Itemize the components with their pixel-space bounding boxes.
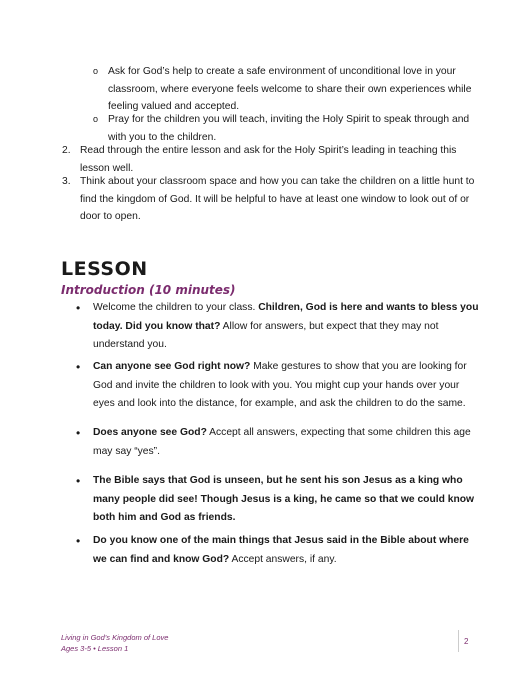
footer	[61, 633, 168, 654]
bullet-bold-text: Does anyone see God?	[93, 427, 207, 438]
bullet-bold-text: Do you know one of the main things that Jesus said in the Bible about where we can find and know God?	[93, 535, 469, 565]
section-heading: Introduction (10 minutes)	[61, 283, 236, 297]
lesson-bullet	[76, 299, 483, 355]
circle-bullet-icon: o	[93, 114, 99, 124]
prep-subitem-text: Pray for the children you will teach, inviting the Holy Spirit to speak through and with you to the children.	[108, 114, 470, 143]
bullet-icon: •	[76, 534, 81, 548]
lesson-bullet	[76, 532, 483, 569]
prep-item-text: Think about your classroom space and how you can take the children on a little hunt to find the kingdom of God. It will be helpful to have at least one window to look out of or door to open.	[80, 176, 475, 222]
bullet-icon: •	[76, 360, 81, 374]
prep-numbered-item	[62, 142, 480, 177]
footer-subtitle: Ages 3-5 • Lesson 1	[61, 643, 129, 653]
footer-divider	[458, 630, 459, 652]
lesson-heading: LESSON	[61, 258, 148, 280]
prep-subitem	[93, 111, 488, 146]
prep-subitem-text: Ask for God’s help to create a safe environment of unconditional love in your classroom, where everyone feels welcome to share their own experiences while feeling valued and accepted.	[108, 66, 472, 112]
bullet-normal-text: Accept all answers, expecting that some children this age may say “yes”.	[93, 427, 471, 457]
prep-subitem	[93, 63, 488, 116]
bullet-icon: •	[76, 301, 81, 315]
bullet-bold-text: The Bible says that God is unseen, but he sent his son Jesus as a king who many people did see! Though Jesus is a king, he came so that we could know both him and God as friends.	[93, 475, 475, 523]
bullet-icon: •	[76, 474, 81, 488]
page-number: 2	[464, 637, 469, 646]
footer-title: Living in God’s Kingdom of Love	[61, 633, 169, 642]
circle-bullet-icon: o	[93, 66, 99, 76]
lesson-bullet	[76, 358, 483, 414]
prep-item-text: Read through the entire lesson and ask for the Holy Spirit’s leading in teaching this lesson well.	[80, 145, 457, 174]
bullet-normal-text: Welcome the children to your class.	[93, 302, 259, 313]
bullet-normal-text: Accept answers, if any.	[229, 553, 337, 565]
bullet-bold-text: Children, God is here and wants to bless you today. Did you know that?	[93, 302, 479, 332]
lesson-bullet	[76, 472, 483, 528]
bullet-icon: •	[76, 426, 81, 440]
item-number: 3.	[62, 176, 71, 187]
bullet-normal-text: Allow for answers, but expect that they may not understand you.	[93, 320, 439, 350]
item-number: 2.	[62, 145, 71, 156]
bullet-bold-text: Can anyone see God right now?	[93, 361, 251, 372]
prep-numbered-item	[62, 173, 480, 226]
bullet-normal-text: Make gestures to show that you are looking for God and invite the children to look with you. You might cup your hands over your eyes and look into the distance, for example, and ask the children to do the same.	[93, 361, 467, 409]
lesson-bullet	[76, 424, 483, 461]
